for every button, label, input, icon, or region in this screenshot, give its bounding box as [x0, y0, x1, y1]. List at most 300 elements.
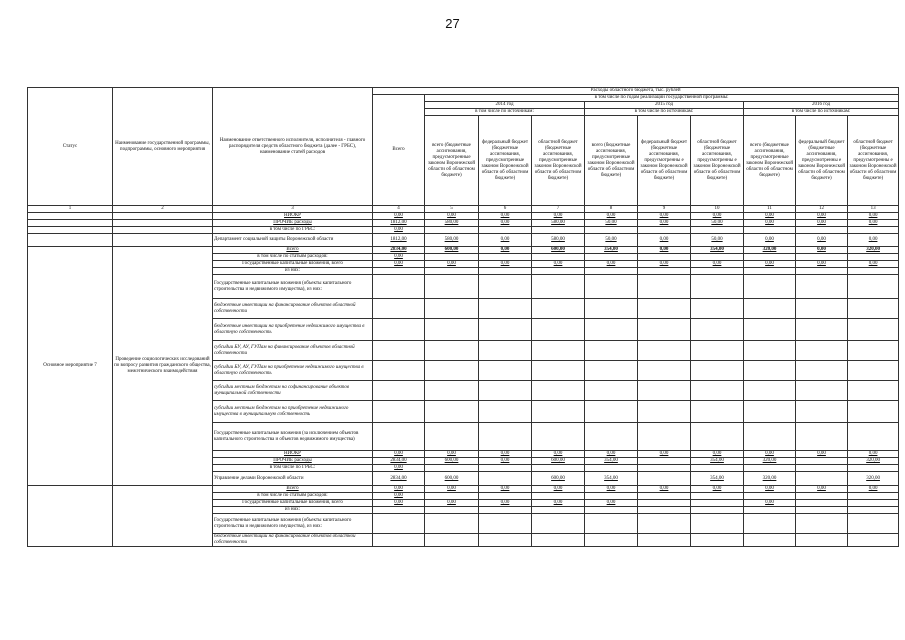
row-value: [744, 227, 796, 234]
row-value: [638, 507, 691, 514]
row-value: [373, 319, 425, 341]
column-number: 7: [532, 206, 585, 213]
row-value: 0,00: [744, 451, 796, 458]
row-value: 0,00: [532, 261, 585, 268]
row-value: [479, 493, 532, 500]
row-value: [479, 465, 532, 472]
row-label: из них:: [213, 268, 373, 275]
row-value: 0,00: [796, 486, 848, 493]
row-value: [532, 299, 585, 319]
row-value: [691, 401, 744, 423]
row-value: 600,00: [532, 247, 585, 254]
row-value: 0,00: [532, 486, 585, 493]
row-value: 320,00: [848, 458, 899, 465]
row-label: ПРОЧИЕ расходы: [213, 220, 373, 227]
row-value: 0,00: [691, 451, 744, 458]
row-value: [479, 534, 532, 547]
header-col11: всего (бюджетные ассигнования, предусмотренные законом Воронежской области об областном бюджете): [744, 116, 796, 206]
row-label: Управление делами Воронежской области: [213, 472, 373, 486]
row-value: [585, 254, 638, 261]
row-value: 354,00: [691, 247, 744, 254]
row-value: 0,00: [585, 486, 638, 493]
header-col8: всего (бюджетные ассигнования, предусмотренные законом Воронежской области об областном бюджете): [585, 116, 638, 206]
row-value: [848, 493, 899, 500]
row-value: [848, 268, 899, 275]
row-value: 354,00: [585, 472, 638, 486]
row-value: [373, 341, 425, 361]
row-value: [425, 341, 479, 361]
row-value: [796, 341, 848, 361]
header-year-2016: 2016 год: [744, 102, 899, 109]
row-value: [691, 254, 744, 261]
row-value: 1812,00: [373, 220, 425, 227]
row-value: 0,00: [848, 451, 899, 458]
table-row: [28, 486, 899, 493]
column-number: 10: [691, 206, 744, 213]
header-col5: всего (бюджетные ассигнования, предусмотренные законом Воронежской области об областном бюджете): [425, 116, 479, 206]
row-value: [848, 254, 899, 261]
row-value: [532, 507, 585, 514]
row-value: [796, 458, 848, 465]
row-value: [796, 361, 848, 381]
row-value: 600,00: [425, 247, 479, 254]
row-value: [373, 299, 425, 319]
row-value: [425, 514, 479, 534]
row-value: [425, 465, 479, 472]
row-value: 354,00: [691, 472, 744, 486]
row-value: [638, 227, 691, 234]
row-value: [425, 493, 479, 500]
status-cell: [28, 234, 113, 247]
row-value: [744, 493, 796, 500]
row-value: [373, 423, 425, 451]
program-cell: [113, 227, 213, 234]
row-label: из них:: [213, 507, 373, 514]
row-value: 50,00: [691, 220, 744, 227]
row-value: [638, 254, 691, 261]
row-value: 0,00: [373, 486, 425, 493]
row-value: [796, 465, 848, 472]
row-value: [848, 227, 899, 234]
row-value: [532, 465, 585, 472]
row-value: 0,00: [691, 486, 744, 493]
row-value: [585, 227, 638, 234]
row-value: [479, 254, 532, 261]
row-value: [638, 268, 691, 275]
row-value: [744, 381, 796, 401]
row-value: [691, 507, 744, 514]
row-value: 0,00: [744, 220, 796, 227]
row-value: [532, 401, 585, 423]
row-label: Государственные капитальные вложения (объекты капитального строительства и недвижимого имущества), из них:: [213, 514, 373, 534]
header-total: Всего: [373, 95, 425, 206]
row-value: [425, 361, 479, 381]
row-value: [532, 319, 585, 341]
row-value: [425, 534, 479, 547]
row-value: 354,00: [585, 247, 638, 254]
row-value: 0,00: [638, 247, 691, 254]
header-col10: областной бюджет (бюджетные ассигнования, предусмотренны е законом Воронежской области об областном бюджете): [691, 116, 744, 206]
row-value: 0,00: [796, 234, 848, 247]
row-value: 0,00: [373, 500, 425, 507]
page-number: 27: [445, 16, 460, 31]
next-status: [28, 486, 113, 547]
row-value: [373, 361, 425, 381]
row-value: 320,00: [744, 458, 796, 465]
row-value: 50,00: [691, 234, 744, 247]
row-value: [479, 514, 532, 534]
row-value: 0,00: [479, 451, 532, 458]
row-value: 0,00: [796, 220, 848, 227]
row-value: 320,00: [744, 472, 796, 486]
header-year-2014: 2014 год: [425, 102, 585, 109]
row-value: [638, 299, 691, 319]
program-cell: [113, 234, 213, 247]
row-value: [425, 227, 479, 234]
row-value: 0,00: [848, 220, 899, 227]
row-label: Всего: [213, 247, 373, 254]
row-value: [638, 401, 691, 423]
row-value: [479, 423, 532, 451]
row-label: НИОКР: [213, 451, 373, 458]
row-value: [532, 423, 585, 451]
row-value: [585, 275, 638, 299]
row-value: [373, 381, 425, 401]
row-value: [638, 465, 691, 472]
row-label: в том числе по ГРБС:: [213, 227, 373, 234]
row-value: [479, 319, 532, 341]
row-value: [638, 275, 691, 299]
row-value: [479, 268, 532, 275]
column-number: 3: [213, 206, 373, 213]
row-value: [638, 361, 691, 381]
row-value: [479, 401, 532, 423]
row-value: 354,00: [691, 458, 744, 465]
row-value: [744, 361, 796, 381]
row-value: 0,00: [796, 247, 848, 254]
table-row: [28, 234, 899, 247]
row-value: 354,00: [585, 458, 638, 465]
row-label: НИОКР: [213, 213, 373, 220]
header-by-years: в том числе по годам реализации государственной программы:: [425, 95, 899, 102]
row-value: [691, 275, 744, 299]
row-value: 0,00: [744, 486, 796, 493]
row-label: субсидии местным бюджетам на софинансирование объектов муниципальной собственности: [213, 381, 373, 401]
status-cell: [28, 227, 113, 234]
header-col13: областной бюджет (бюджетные ассигнования, предусмотренны е законом Воронежской области об областном бюджете): [848, 116, 899, 206]
row-value: [796, 401, 848, 423]
row-value: [691, 319, 744, 341]
row-label: в том числе по статьям расходов:: [213, 493, 373, 500]
row-value: [585, 268, 638, 275]
row-value: [848, 381, 899, 401]
row-label: Государственные капитальные вложения, всего: [213, 500, 373, 507]
row-value: [796, 268, 848, 275]
row-value: 0,00: [373, 213, 425, 220]
row-value: [425, 401, 479, 423]
budget-table: [27, 87, 899, 547]
row-value: [479, 472, 532, 486]
row-value: [848, 500, 899, 507]
row-value: [585, 507, 638, 514]
row-value: [585, 401, 638, 423]
row-value: 0,00: [479, 458, 532, 465]
row-value: [796, 381, 848, 401]
row-value: [744, 254, 796, 261]
row-value: 0,00: [638, 261, 691, 268]
row-value: [479, 227, 532, 234]
row-value: 50,00: [585, 234, 638, 247]
row-value: 600,00: [532, 472, 585, 486]
row-value: [744, 423, 796, 451]
row-value: 0,00: [532, 500, 585, 507]
column-number-row: [28, 206, 899, 213]
row-value: 0,00: [479, 261, 532, 268]
header-year-2015: 2015 год: [585, 102, 744, 109]
header-status: Статус: [28, 88, 113, 206]
row-value: 0,00: [638, 486, 691, 493]
row-value: [585, 465, 638, 472]
row-value: 0,00: [425, 451, 479, 458]
column-number: 5: [425, 206, 479, 213]
measure-name: Проведение социологических исследований по вопросу развития гражданского общества, межэтнического взаимодействия: [113, 247, 213, 486]
header-sources-2015: в том числе по источникам:: [585, 109, 744, 116]
row-label: субсидии местным бюджетам на приобретение недвижимого имущества в муниципальную собственность: [213, 401, 373, 423]
row-label: Всего: [213, 486, 373, 493]
header-col7: областной бюджет (бюджетные ассигнования, предусмотренные законом Воронежской области об областном бюджете): [532, 116, 585, 206]
row-value: 580,00: [425, 220, 479, 227]
row-value: [479, 381, 532, 401]
row-value: [796, 493, 848, 500]
row-value: [848, 341, 899, 361]
row-value: [796, 227, 848, 234]
row-value: 0,00: [373, 254, 425, 261]
row-value: [744, 268, 796, 275]
row-value: [638, 514, 691, 534]
row-value: 0,00: [479, 247, 532, 254]
row-value: 0,00: [479, 500, 532, 507]
row-value: 0,00: [848, 234, 899, 247]
row-value: [585, 361, 638, 381]
row-value: [532, 268, 585, 275]
row-value: [691, 268, 744, 275]
row-value: [585, 423, 638, 451]
row-value: 0,00: [479, 486, 532, 493]
row-value: 0,00: [744, 261, 796, 268]
row-value: 0,00: [848, 486, 899, 493]
row-value: [691, 341, 744, 361]
row-value: 0,00: [691, 261, 744, 268]
program-cell: [113, 213, 213, 220]
row-value: 0,00: [638, 234, 691, 247]
row-value: 0,00: [373, 261, 425, 268]
row-value: [744, 534, 796, 547]
row-value: 600,00: [425, 472, 479, 486]
row-label: субсидии БУ, АУ, ГУПам на приобретение недвижимого имущества в областную собственность: [213, 361, 373, 381]
row-value: [691, 534, 744, 547]
row-value: [796, 319, 848, 341]
row-value: [532, 381, 585, 401]
header-sources-2014: в том числе по источникам:: [425, 109, 585, 116]
row-value: 0,00: [691, 213, 744, 220]
row-value: [479, 275, 532, 299]
header-expenses: Расходы областного бюджета, тыс. рублей: [373, 88, 899, 95]
row-value: 0,00: [744, 500, 796, 507]
row-value: [638, 341, 691, 361]
header-program-name: Наименование государственной программы, подпрограммы, основного мероприятия: [113, 88, 213, 206]
row-value: [585, 381, 638, 401]
table-row: [28, 213, 899, 220]
row-value: 0,00: [796, 213, 848, 220]
row-value: [796, 534, 848, 547]
row-value: [373, 401, 425, 423]
row-value: [691, 423, 744, 451]
row-value: [638, 534, 691, 547]
row-value: 320,00: [848, 472, 899, 486]
row-value: [638, 319, 691, 341]
row-value: [744, 299, 796, 319]
row-value: 0,00: [848, 213, 899, 220]
row-value: [638, 381, 691, 401]
row-value: 0,00: [585, 213, 638, 220]
row-value: [479, 299, 532, 319]
column-number: 12: [796, 206, 848, 213]
row-value: 580,00: [425, 234, 479, 247]
row-value: 0,00: [532, 451, 585, 458]
row-value: 0,00: [373, 493, 425, 500]
row-value: 580,00: [532, 220, 585, 227]
row-value: [479, 361, 532, 381]
row-value: [744, 341, 796, 361]
row-value: [638, 500, 691, 507]
row-label: в том числе по ГРБС:: [213, 465, 373, 472]
row-label: субсидии БУ, АУ, ГУПам на финансирование объектов областной собственности: [213, 341, 373, 361]
header-sources-2016: в том числе по источникам:: [744, 109, 899, 116]
row-label: Государственные капитальные вложения (за исключением объектов капитального строительства и объектов недвижимого имущества): [213, 423, 373, 451]
row-label: бюджетные инвестиции на приобретение недвижимого имущества в областную собственность: [213, 319, 373, 341]
row-value: 320,00: [848, 247, 899, 254]
row-value: 0,00: [585, 451, 638, 458]
row-value: 0,00: [479, 213, 532, 220]
row-value: [691, 299, 744, 319]
row-value: [638, 423, 691, 451]
row-value: 0,00: [425, 500, 479, 507]
row-value: [373, 275, 425, 299]
row-value: [848, 275, 899, 299]
row-value: [848, 514, 899, 534]
row-value: 0,00: [425, 261, 479, 268]
row-value: 0,00: [585, 261, 638, 268]
row-value: [425, 423, 479, 451]
row-value: [532, 227, 585, 234]
row-value: [425, 319, 479, 341]
row-value: [744, 401, 796, 423]
row-value: [796, 299, 848, 319]
row-value: [848, 361, 899, 381]
row-value: [638, 493, 691, 500]
row-value: 0,00: [479, 234, 532, 247]
row-value: [848, 299, 899, 319]
row-value: [532, 275, 585, 299]
row-value: [744, 514, 796, 534]
column-number: 11: [744, 206, 796, 213]
row-value: [585, 534, 638, 547]
column-number: 2: [113, 206, 213, 213]
column-number: 4: [373, 206, 425, 213]
row-value: [425, 381, 479, 401]
row-value: [796, 423, 848, 451]
row-value: [848, 423, 899, 451]
row-value: 2834,00: [373, 247, 425, 254]
row-value: [532, 254, 585, 261]
row-value: [425, 268, 479, 275]
row-value: [425, 254, 479, 261]
table-row: [28, 247, 899, 254]
row-value: [425, 507, 479, 514]
row-value: [373, 514, 425, 534]
column-number: 6: [479, 206, 532, 213]
row-value: [691, 493, 744, 500]
row-value: [532, 514, 585, 534]
row-label: ПРОЧИЕ расходы: [213, 458, 373, 465]
row-value: 0,00: [744, 234, 796, 247]
row-value: 2834,00: [373, 458, 425, 465]
row-value: [796, 254, 848, 261]
column-number: 13: [848, 206, 899, 213]
row-value: [744, 465, 796, 472]
row-value: [585, 299, 638, 319]
row-value: 0,00: [373, 451, 425, 458]
row-value: [691, 465, 744, 472]
row-value: 580,00: [532, 234, 585, 247]
row-value: [848, 465, 899, 472]
row-value: 0,00: [479, 220, 532, 227]
row-value: 320,00: [744, 247, 796, 254]
row-value: [691, 500, 744, 507]
row-value: [848, 534, 899, 547]
row-label: Государственные капитальные вложения (объекты капитального строительства и недвижимого имущества), из них:: [213, 275, 373, 299]
row-label: в том числе по статьям расходов:: [213, 254, 373, 261]
row-value: 2834,00: [373, 472, 425, 486]
column-number: 9: [638, 206, 691, 213]
row-value: 0,00: [638, 213, 691, 220]
row-value: [691, 361, 744, 381]
row-value: [479, 341, 532, 361]
header-col9: федеральный бюджет (бюджетные ассигнования, предусмотренны е законом Воронежской области об областном бюджете): [638, 116, 691, 206]
row-value: [425, 299, 479, 319]
row-value: 600,00: [532, 458, 585, 465]
row-value: [848, 401, 899, 423]
row-value: [848, 507, 899, 514]
row-value: [373, 534, 425, 547]
header-executor: Наименование ответственного исполнителя, исполнителя - главного распорядителя средств областного бюджета (далее - ГРБС), наименование статей расходов: [213, 88, 373, 206]
row-value: [848, 319, 899, 341]
row-value: [796, 514, 848, 534]
row-value: 0,00: [638, 220, 691, 227]
row-value: [585, 319, 638, 341]
table-row: [28, 227, 899, 234]
row-value: 0,00: [796, 261, 848, 268]
row-value: [373, 268, 425, 275]
row-value: 600,00: [425, 458, 479, 465]
table-row: [28, 220, 899, 227]
row-label: Департамент социальной защиты Воронежской области: [213, 234, 373, 247]
row-value: 0,00: [532, 213, 585, 220]
column-number: 8: [585, 206, 638, 213]
status-cell: [28, 213, 113, 220]
header-col6: федеральный бюджет (бюджетные ассигнования, предусмотренные законом Воронежской области об областном бюджете): [479, 116, 532, 206]
row-value: [691, 227, 744, 234]
